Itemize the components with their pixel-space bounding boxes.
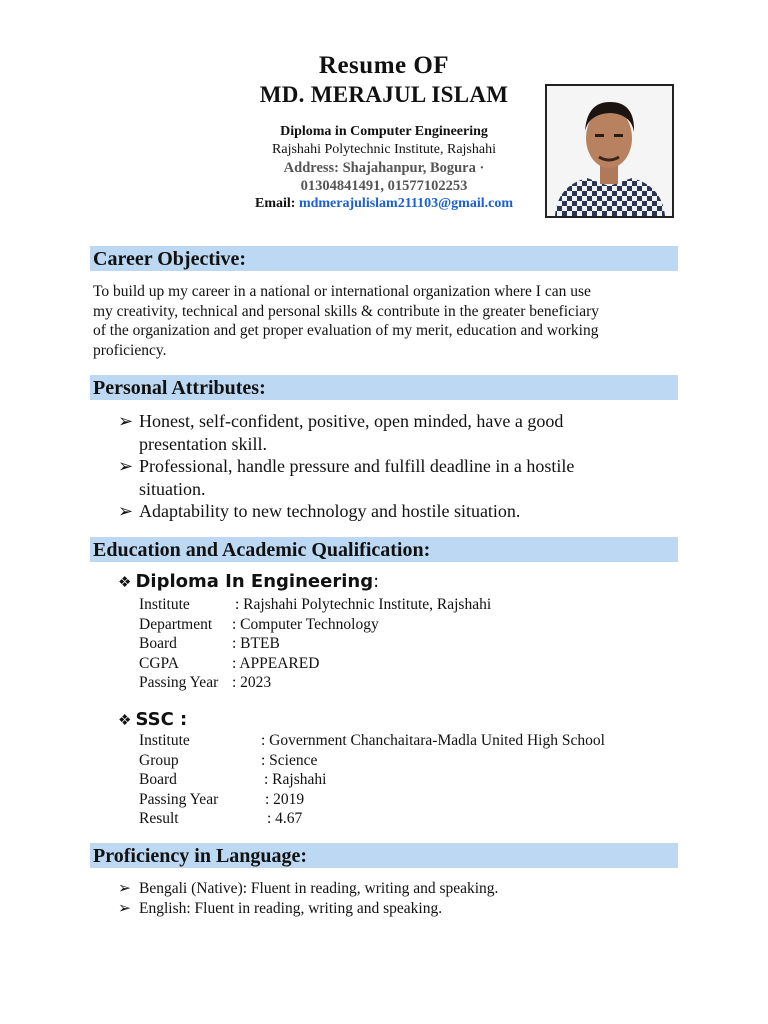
section-heading: Career Objective: [93,248,247,270]
objective-line: proficiency. [93,341,167,359]
arrow-bullet-icon: ➢ [118,900,131,917]
diploma-heading: ❖ Diploma In Engineering: [118,571,380,592]
table-row: Board : BTEB [139,635,280,652]
table-row: CGPA : APPEARED [139,654,320,672]
list-item: ➢ Honest, self-confident, positive, open minded, have a good presentation skill. [118,411,564,454]
objective-line: of the organization and get proper evaluation of my merit, education and working [93,322,599,339]
list-item: ➢ Adaptability to new technology and hostile situation. [118,501,521,521]
ssc-heading: ❖ SSC : [118,709,188,730]
diamond-bullet-icon: ❖ [118,711,132,729]
resume-title: Resume OF [318,52,450,79]
section-career-objective [90,246,678,271]
arrow-bullet-icon: ➢ [118,456,134,476]
section-education [90,537,678,562]
objective-line: To build up my career in a national or international organization where I can use [93,283,591,300]
arrow-bullet-icon: ➢ [118,501,134,521]
section-heading: Personal Attributes: [93,377,266,399]
phone-line: 01304841491, 01577102253 [300,178,468,194]
arrow-bullet-icon: ➢ [118,411,134,431]
ssc-details [139,731,679,829]
table-row: Passing Year : 2023 [139,674,272,691]
table-row: Institute : Government Chanchaitara-Madla United High School [139,732,605,749]
table-row: Board : Rajshahi [139,771,327,788]
diamond-bullet-icon: ❖ [118,573,132,591]
address-line: Address: Shajahanpur, Bogura · [283,160,485,176]
email-link[interactable]: mdmerajulislam211103@gmail.com [298,196,513,211]
list-item: ➢ Professional, handle pressure and fulfill deadline in a hostile situation. [118,456,575,499]
table-row: Department : Computer Technology [139,615,379,633]
attributes-list [118,410,638,523]
profile-photo-image [547,86,672,216]
diploma-details [139,595,639,693]
degree-line: Diploma in Computer Engineering [280,124,488,139]
list-item: ➢ English: Fluent in reading, writing and speaking. [118,900,443,917]
profile-photo [545,84,674,218]
section-heading: Education and Academic Qualification: [93,539,431,561]
email-label: Email: [254,196,296,211]
institute-line: Rajshahi Polytechnic Institute, Rajshahi [272,142,496,157]
section-heading: Proficiency in Language: [93,845,308,867]
section-language [90,843,678,868]
table-row: Institute : Rajshahi Polytechnic Institute, Rajshahi [139,596,492,613]
career-objective-text [93,282,683,360]
table-row: Group : Science [139,751,318,769]
language-list [118,879,678,919]
list-item: ➢ Bengali (Native): Fluent in reading, writing and speaking. [118,880,499,897]
table-row: Result : 4.67 [139,810,303,827]
objective-line: my creativity, technical and personal skills & contribute in the greater beneficiary [93,302,599,320]
table-row: Passing Year : 2019 [139,790,305,808]
section-personal-attributes [90,375,678,400]
candidate-name: MD. MERAJUL ISLAM [259,82,509,107]
arrow-bullet-icon: ➢ [118,880,131,897]
